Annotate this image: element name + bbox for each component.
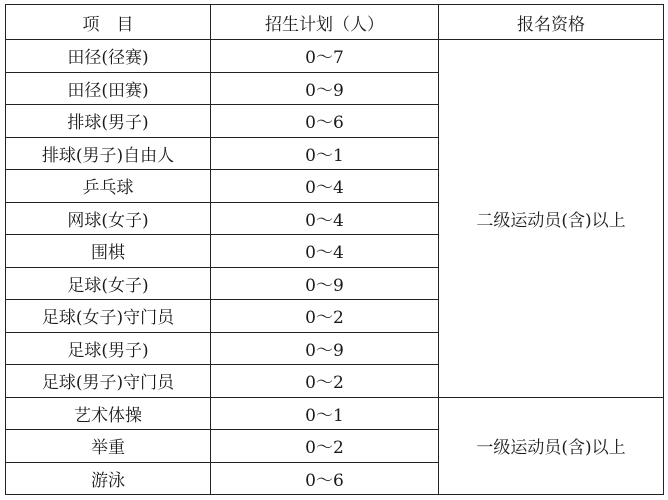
cell-item: 举重 <box>6 430 211 463</box>
cell-item: 田径(径赛) <box>6 40 211 73</box>
header-qualification: 报名资格 <box>439 5 664 40</box>
table-row <box>6 40 664 73</box>
cell-item: 围棋 <box>6 235 211 268</box>
cell-item: 乒乓球 <box>6 170 211 203</box>
cell-plan: 0～6 <box>211 105 439 138</box>
cell-plan: 0～1 <box>211 137 439 170</box>
cell-qualification: 二级运动员(含)以上 <box>439 40 664 398</box>
cell-item: 艺术体操 <box>6 397 211 430</box>
cell-item: 排球(男子) <box>6 105 211 138</box>
cell-item: 足球(女子)守门员 <box>6 300 211 333</box>
cell-plan: 0～4 <box>211 235 439 268</box>
cell-item: 足球(男子) <box>6 332 211 365</box>
cell-item: 网球(女子) <box>6 202 211 235</box>
cell-item: 田径(田赛) <box>6 72 211 105</box>
cell-plan: 0～9 <box>211 332 439 365</box>
cell-qualification: 一级运动员(含)以上 <box>439 397 664 495</box>
header-plan: 招生计划（人） <box>211 5 439 40</box>
cell-plan: 0～4 <box>211 202 439 235</box>
cell-plan: 0～1 <box>211 397 439 430</box>
cell-item: 游泳 <box>6 462 211 495</box>
header-item: 项 目 <box>6 5 211 40</box>
cell-plan: 0～9 <box>211 72 439 105</box>
cell-plan: 0～2 <box>211 430 439 463</box>
table-header-row <box>6 5 664 40</box>
cell-plan: 0～2 <box>211 365 439 398</box>
cell-item: 排球(男子)自由人 <box>6 137 211 170</box>
cell-item: 足球(女子) <box>6 267 211 300</box>
enrollment-table <box>5 4 664 495</box>
cell-plan: 0～2 <box>211 300 439 333</box>
cell-plan: 0～4 <box>211 170 439 203</box>
table-row <box>6 397 664 430</box>
cell-plan: 0～9 <box>211 267 439 300</box>
cell-plan: 0～7 <box>211 40 439 73</box>
cell-plan: 0～6 <box>211 462 439 495</box>
cell-item: 足球(男子)守门员 <box>6 365 211 398</box>
